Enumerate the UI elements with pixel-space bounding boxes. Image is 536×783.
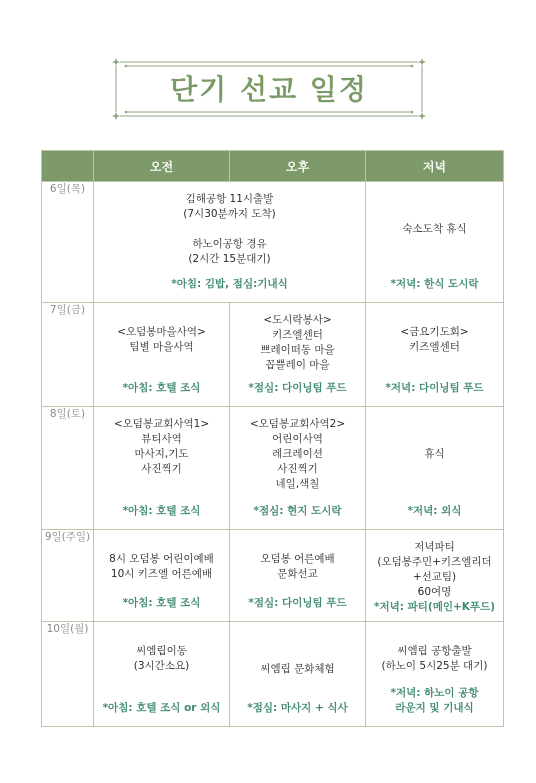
day-label: 10일(월) bbox=[42, 622, 94, 727]
day-label: 7일(금) bbox=[42, 303, 94, 407]
schedule-cell-evening bbox=[366, 182, 504, 303]
activity-line: (하노이 5시25분 대기) bbox=[381, 660, 488, 672]
meal-note: *점심: 다이닝팀 푸드 bbox=[248, 597, 347, 609]
schedule-row bbox=[42, 530, 504, 622]
schedule-cell-evening bbox=[366, 303, 504, 407]
activity-line: 휴식 bbox=[424, 448, 445, 460]
header-corner bbox=[42, 151, 94, 182]
meal-note: *저녁: 외식 bbox=[407, 505, 462, 517]
activity-lines bbox=[230, 407, 365, 492]
meal-note: *아침: 호텔 조식 bbox=[122, 382, 201, 394]
title-frame bbox=[112, 56, 426, 122]
activity-lines bbox=[94, 530, 229, 582]
schedule-cell-morning bbox=[94, 303, 230, 407]
day-label: 6일(목) bbox=[42, 182, 94, 303]
day-label: 8일(토) bbox=[42, 407, 94, 530]
meal-note: *저녁: 한식 도시락 bbox=[390, 278, 479, 290]
activity-line: 뷰티사역 bbox=[141, 433, 182, 445]
meal-note: *저녁: 파티(메인+K푸드) bbox=[373, 601, 496, 613]
activity-line: 네일,색칠 bbox=[275, 478, 320, 490]
activity-line: (3시간소요) bbox=[133, 660, 190, 672]
header-evening: 저녁 bbox=[366, 151, 504, 182]
activity-lines bbox=[230, 622, 365, 677]
schedule-row bbox=[42, 407, 504, 530]
day-label: 9일(주일) bbox=[42, 530, 94, 622]
schedule-cell-afternoon bbox=[230, 622, 366, 727]
meal-note: *저녁: 하노이 공항 라운지 및 기내식 bbox=[390, 687, 479, 714]
schedule-cell-afternoon bbox=[230, 530, 366, 622]
activity-line: (오덤봉주민+키즈엘리더 bbox=[377, 556, 492, 568]
activity-line: 10시 키즈엘 어른예배 bbox=[110, 568, 213, 580]
schedule-cell-morning bbox=[94, 407, 230, 530]
activity-line: 숙소도착 휴식 bbox=[402, 223, 467, 235]
activity-line: (2시간 15분대기) bbox=[188, 253, 271, 265]
activity-line: (7시30분까지 도착) bbox=[183, 208, 276, 220]
header-row bbox=[42, 151, 504, 182]
activity-line: 저녁파티 bbox=[414, 541, 455, 553]
activity-lines bbox=[366, 303, 503, 355]
schedule-cell-evening bbox=[366, 530, 504, 622]
header-morning: 오전 bbox=[94, 151, 230, 182]
activity-lines bbox=[94, 407, 229, 477]
activity-lines bbox=[366, 407, 503, 462]
meal-note: *점심: 현지 도시락 bbox=[253, 505, 342, 517]
meal-note: *점심: 마사지 + 식사 bbox=[247, 702, 348, 714]
meal-note: *저녁: 다이닝팀 푸드 bbox=[385, 382, 484, 394]
schedule-cell-evening bbox=[366, 407, 504, 530]
activity-line: 하노이공항 경유 bbox=[192, 238, 267, 250]
activity-line: <오덤봉교회사역1> bbox=[113, 418, 210, 430]
meal-note: *점심: 다이닝팀 푸드 bbox=[248, 382, 347, 394]
activity-lines bbox=[94, 182, 365, 267]
activity-lines bbox=[366, 530, 503, 600]
activity-line: 씨엠립이동 bbox=[136, 645, 187, 657]
activity-line: 오덤봉 어른예배 bbox=[260, 553, 335, 565]
line-spacer bbox=[94, 222, 365, 237]
meal-note: *아침: 호텔 조식 bbox=[122, 505, 201, 517]
meal-note: *아침: 호텔 조식 bbox=[122, 597, 201, 609]
schedule-cell-evening bbox=[366, 622, 504, 727]
activity-lines bbox=[230, 303, 365, 373]
activity-lines bbox=[366, 182, 503, 237]
activity-line: 사진찍기 bbox=[141, 463, 182, 475]
meal-note: *아침: 김밥, 점심:기내식 bbox=[171, 278, 288, 290]
activity-line: <도시락봉사> bbox=[263, 314, 332, 326]
activity-line: <금요기도회> bbox=[400, 326, 469, 338]
activity-lines bbox=[366, 622, 503, 674]
activity-lines bbox=[230, 530, 365, 582]
schedule-row bbox=[42, 622, 504, 727]
activity-line: +선교팀) bbox=[412, 571, 457, 583]
activity-line: 60여명 bbox=[417, 586, 452, 598]
activity-line: 김해공항 11시출발 bbox=[185, 193, 274, 205]
activity-line: <오덤봉마을사역> bbox=[117, 326, 206, 338]
schedule-row bbox=[42, 303, 504, 407]
activity-line: 키즈엘센터 bbox=[272, 329, 323, 341]
activity-line: 키즈엘센터 bbox=[409, 341, 460, 353]
activity-line: 사진찍기 bbox=[277, 463, 318, 475]
activity-line: 문화선교 bbox=[277, 568, 318, 580]
activity-line: 씨엠립 문화체험 bbox=[260, 663, 335, 675]
schedule-table bbox=[41, 150, 504, 727]
activity-lines bbox=[94, 303, 229, 355]
activity-line: 쁘레이떠동 마을 bbox=[260, 344, 335, 356]
schedule-cell-afternoon bbox=[230, 303, 366, 407]
schedule-cell-afternoon bbox=[230, 407, 366, 530]
header-afternoon: 오후 bbox=[230, 151, 366, 182]
activity-line: 꼽쁠레이 마을 bbox=[265, 359, 330, 371]
schedule-cell-merged bbox=[94, 182, 366, 303]
activity-lines bbox=[94, 622, 229, 674]
activity-line: <오덤봉교회사역2> bbox=[249, 418, 346, 430]
schedule-cell-morning bbox=[94, 530, 230, 622]
activity-line: 팀별 마을사역 bbox=[129, 341, 194, 353]
activity-line: 레크레이션 bbox=[272, 448, 323, 460]
activity-line: 씨엠립 공항출발 bbox=[397, 645, 472, 657]
activity-line: 어린이사역 bbox=[272, 433, 323, 445]
activity-line: 마사지,기도 bbox=[134, 448, 189, 460]
page-title: 단기 선교 일정 bbox=[170, 73, 368, 106]
schedule-cell-morning bbox=[94, 622, 230, 727]
activity-line: 8시 오덤봉 어린이예배 bbox=[109, 553, 214, 565]
schedule-row bbox=[42, 182, 504, 303]
meal-note: *아침: 호텔 조식 or 외식 bbox=[102, 702, 221, 714]
